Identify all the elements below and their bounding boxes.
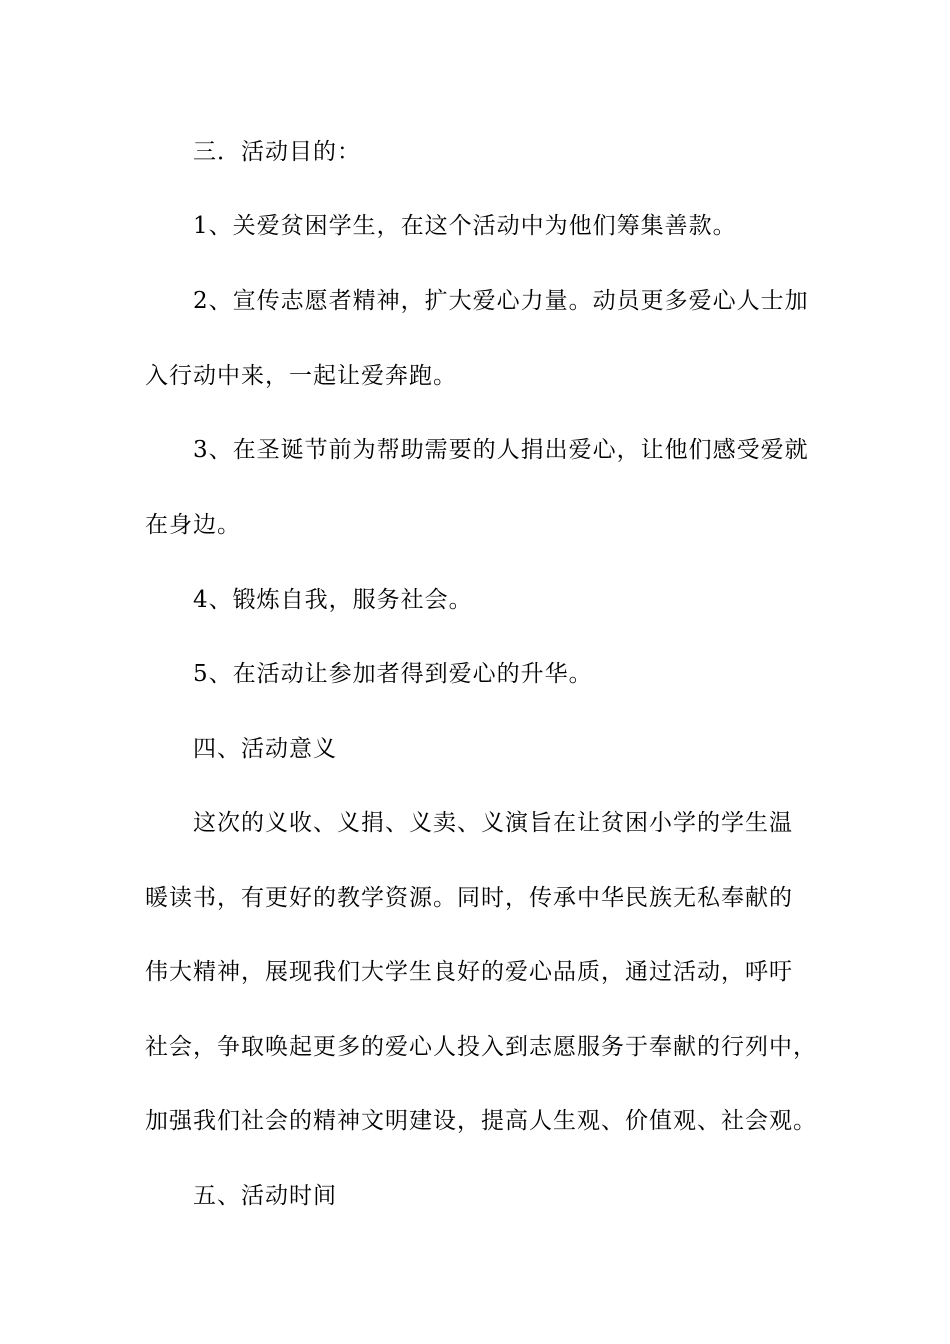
meaning-paragraph-line-1: 这次的义收、义捐、义卖、义演旨在让贫困小学的学生温 xyxy=(193,810,793,836)
goal-item-4: 4、锻炼自我，服务社会。 xyxy=(193,587,473,613)
goal-item-3-line-1: 3、在圣诞节前为帮助需要的人捐出爱心，让他们感受爱就 xyxy=(193,437,809,463)
section-heading-3: 三．活动目的： xyxy=(193,139,361,165)
meaning-paragraph-line-4: 社会，争取唤起更多的爱心人投入到志愿服务于奉献的行列中， xyxy=(145,1034,817,1060)
section-heading-4: 四、活动意义 xyxy=(193,736,337,762)
meaning-paragraph-line-5: 加强我们社会的精神文明建设，提高人生观、价值观、社会观。 xyxy=(145,1108,817,1134)
meaning-paragraph-line-2: 暖读书，有更好的教学资源。同时，传承中华民族无私奉献的 xyxy=(145,885,793,911)
meaning-paragraph-line-3: 伟大精神，展现我们大学生良好的爱心品质，通过活动，呼吁 xyxy=(145,959,793,985)
section-heading-5: 五、活动时间 xyxy=(193,1183,337,1209)
goal-item-2-line-1: 2、宣传志愿者精神，扩大爱心力量。动员更多爱心人士加 xyxy=(193,288,809,314)
goal-item-1: 1、关爱贫困学生，在这个活动中为他们筹集善款。 xyxy=(193,213,737,239)
goal-item-5: 5、在活动让参加者得到爱心的升华。 xyxy=(193,661,593,687)
goal-item-2-line-2: 入行动中来，一起让爱奔跑。 xyxy=(145,363,457,389)
goal-item-3-line-2: 在身边。 xyxy=(145,512,241,538)
